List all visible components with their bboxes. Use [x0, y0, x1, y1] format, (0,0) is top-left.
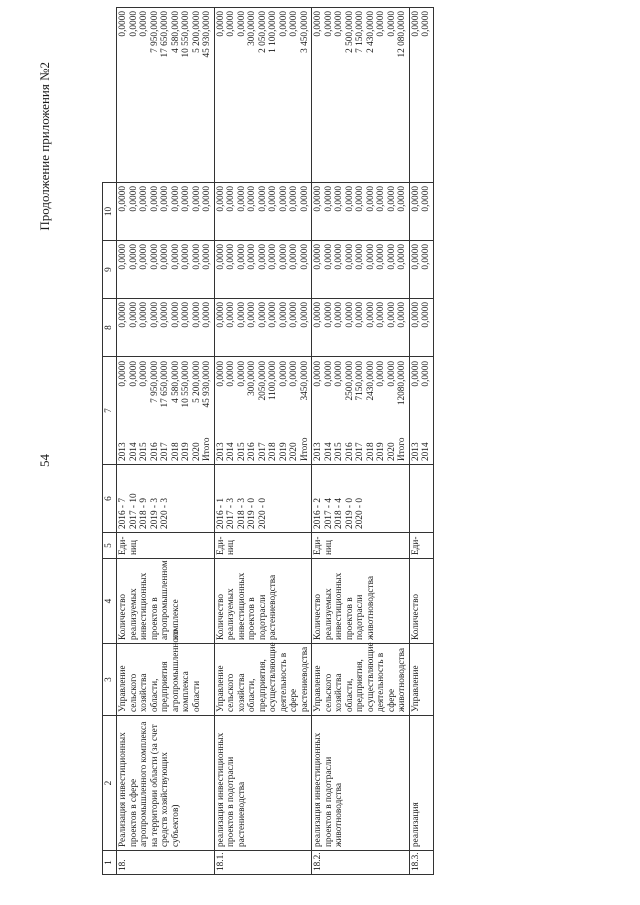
amount-value: 0,0000 — [365, 186, 376, 212]
amount-value: 0,0000 — [313, 186, 323, 212]
financing-line — [202, 360, 213, 461]
financing-line — [226, 360, 237, 461]
amount-value: 0,0000 — [397, 244, 407, 270]
financing-line — [387, 360, 398, 461]
financing-line — [216, 360, 227, 461]
financing-line — [129, 360, 140, 461]
financing-line — [171, 360, 182, 461]
indicator-name: Количество реализуемых инвестиционных проектов в подотрасли растениеводства — [214, 559, 312, 644]
amount-value: 300,0000 — [247, 361, 257, 396]
amount-column-c7 — [409, 299, 433, 357]
amount-value: 2050,0000 — [257, 361, 268, 401]
amount-value: 0,0000 — [247, 186, 257, 212]
amount-value: 7 150,0000 — [355, 11, 365, 53]
amount-value: 0,0000 — [170, 302, 181, 328]
responsible-executor: Управление сельского хозяйства области, предприятия, осуществляющие деятельность в сфере растениеводства — [214, 644, 312, 716]
year-label: 2019 — [376, 442, 386, 461]
column-header: 2 — [103, 716, 117, 851]
amount-value: 0,0000 — [386, 302, 397, 328]
amount-value: 0,0000 — [149, 244, 160, 270]
table-row — [117, 8, 215, 875]
amount-value: 0,0000 — [226, 11, 236, 37]
column-header: 4 — [103, 559, 117, 644]
amount-value: 0,0000 — [376, 361, 386, 387]
table-row — [312, 8, 410, 875]
financing-line — [411, 360, 422, 461]
amount-column-c8 — [117, 241, 215, 299]
amount-value: 0,0000 — [313, 244, 323, 270]
amount-value: 0,0000 — [236, 302, 247, 328]
indicator-name: Количество — [409, 559, 433, 644]
amount-column-c8 — [214, 241, 312, 299]
year-label: 2015 — [236, 442, 247, 461]
amount-value: 0,0000 — [202, 244, 212, 270]
amount-value: 0,0000 — [215, 302, 226, 328]
unit-of-measure: Еди-ниц — [214, 533, 312, 559]
amount-value: 0,0000 — [386, 361, 397, 387]
amount-value: 2 050,0000 — [257, 11, 268, 53]
amount-value: 0,0000 — [278, 244, 289, 270]
amount-value: 0,0000 — [118, 186, 128, 212]
financing-total-cell — [117, 357, 215, 465]
amount-value: 0,0000 — [376, 244, 386, 270]
financing-line — [289, 360, 300, 461]
year-label: 2014 — [421, 442, 431, 461]
amount-column-c9 — [214, 183, 312, 241]
amount-column-c9 — [117, 183, 215, 241]
amount-value: 0,0000 — [215, 361, 226, 387]
amount-value: 0,0000 — [149, 186, 160, 212]
amount-value: 0,0000 — [268, 186, 278, 212]
financing-total-cell — [214, 357, 312, 465]
amount-value: 0,0000 — [323, 186, 334, 212]
amount-column-c10 — [312, 8, 410, 183]
column-header: 8 — [103, 299, 117, 357]
amount-value: 0,0000 — [118, 361, 128, 387]
measure-name: реализация — [409, 716, 433, 851]
running-head: Продолжение приложения №2 — [37, 62, 52, 231]
year-label: 2017 — [355, 442, 365, 461]
financing-line — [345, 360, 356, 461]
financing-line — [300, 360, 311, 461]
amount-value: 0,0000 — [289, 302, 299, 328]
year-label: 2018 — [268, 442, 278, 461]
financing-line — [421, 360, 432, 461]
financing-line — [247, 360, 258, 461]
year-label: 2016 — [149, 442, 160, 461]
amount-value: 0,0000 — [299, 244, 310, 270]
year-label: 2015 — [334, 442, 344, 461]
amount-value: 0,0000 — [149, 302, 160, 328]
indicator-values-by-year: 2016 - 2 2017 - 4 2018 - 4 2019 - 0 2020 - 0 — [312, 465, 410, 533]
amount-value: 0,0000 — [128, 244, 139, 270]
measure-name: реализация инвестиционных проектов в подотрасли животноводства — [312, 716, 410, 851]
year-label: 2014 — [323, 442, 334, 461]
amount-value: 0,0000 — [160, 186, 170, 212]
year-label: 2019 — [181, 442, 191, 461]
year-label: 2014 — [128, 442, 139, 461]
amount-column-c8 — [409, 241, 433, 299]
year-label: 2020 — [289, 442, 299, 461]
amount-value: 0,0000 — [215, 244, 226, 270]
amount-value: 0,0000 — [128, 361, 139, 387]
amount-value: 3450,0000 — [299, 361, 310, 401]
table-row — [214, 8, 312, 875]
amount-value: 0,0000 — [268, 302, 278, 328]
year-label: 2020 — [386, 442, 397, 461]
amount-value: 0,0000 — [355, 244, 365, 270]
year-label: 2014 — [226, 442, 236, 461]
row-number: 18.2. — [312, 851, 410, 875]
amount-value: 0,0000 — [170, 186, 181, 212]
year-label: 2018 — [170, 442, 181, 461]
amount-value: 0,0000 — [386, 11, 397, 37]
table-row — [409, 8, 433, 875]
measure-name: Реализация инвестиционных проектов в сфере агропромышленного комплекса на территории области (за счет средств хозяйствующих субъектов) — [117, 716, 215, 851]
amount-value: 5 200,0000 — [191, 361, 202, 403]
responsible-executor: Управление сельского хозяйства области, предприятия, осуществляющие деятельность в сфере животноводства — [312, 644, 410, 716]
indicator-values-by-year: 2016 - 1 2017 - 3 2018 - 3 2019 - 0 2020 - 0 — [214, 465, 312, 533]
year-label: Итого — [397, 437, 407, 461]
year-label: 2020 — [191, 442, 202, 461]
amount-value: 0,0000 — [410, 302, 421, 328]
amount-value: 0,0000 — [181, 302, 191, 328]
amount-value: 0,0000 — [160, 244, 170, 270]
amount-value: 7 950,0000 — [149, 11, 160, 53]
unit-of-measure: Еди- — [409, 533, 433, 559]
amount-value: 0,0000 — [191, 244, 202, 270]
amount-value: 0,0000 — [299, 302, 310, 328]
amount-value: 0,0000 — [355, 302, 365, 328]
amount-value: 12080,0000 — [397, 361, 407, 406]
amount-value: 0,0000 — [128, 11, 139, 37]
column-header: 7 — [103, 357, 117, 465]
amount-value: 0,0000 — [181, 186, 191, 212]
amount-value: 0,0000 — [247, 302, 257, 328]
amount-value: 0,0000 — [139, 302, 149, 328]
financing-line — [139, 360, 150, 461]
amount-value: 0,0000 — [323, 302, 334, 328]
amount-column-c9 — [312, 183, 410, 241]
row-number: 18. — [117, 851, 215, 875]
amount-value: 3 450,0000 — [299, 11, 310, 53]
financing-line — [150, 360, 161, 461]
amount-value: 0,0000 — [323, 361, 334, 387]
indicator-values-by-year — [409, 465, 433, 533]
financing-line — [366, 360, 377, 461]
amount-value: 0,0000 — [410, 361, 421, 387]
financing-line — [268, 360, 279, 461]
amount-value: 17 650,0000 — [160, 11, 170, 58]
amount-value: 0,0000 — [334, 11, 344, 37]
indicator-name: Количество реализуемых инвестиционных проектов в подотрасли животноводства — [312, 559, 410, 644]
amount-value: 2430,0000 — [365, 361, 376, 401]
amount-value: 0,0000 — [313, 302, 323, 328]
financing-line — [313, 360, 324, 461]
amount-value: 0,0000 — [268, 244, 278, 270]
amount-value: 0,0000 — [397, 302, 407, 328]
amount-column-c7 — [214, 299, 312, 357]
amount-value: 1 100,0000 — [268, 11, 278, 53]
amount-value: 0,0000 — [289, 361, 299, 387]
year-label: 2013 — [410, 442, 421, 461]
amount-value: 0,0000 — [226, 186, 236, 212]
amount-value: 17 650,0000 — [160, 361, 170, 408]
column-header: 9 — [103, 241, 117, 299]
amount-value: 0,0000 — [139, 11, 149, 37]
amount-value: 7150,0000 — [355, 361, 365, 401]
column-header: 10 — [103, 183, 117, 241]
amount-value: 0,0000 — [236, 244, 247, 270]
year-label: Итого — [202, 437, 212, 461]
amount-value: 0,0000 — [397, 186, 407, 212]
amount-value: 0,0000 — [128, 186, 139, 212]
amount-value: 0,0000 — [344, 186, 355, 212]
amount-value: 0,0000 — [226, 302, 236, 328]
financing-total-cell — [409, 357, 433, 465]
financing-line — [334, 360, 345, 461]
row-number: 18.3. — [409, 851, 433, 875]
amount-value: 12 080,0000 — [397, 11, 407, 58]
amount-value: 0,0000 — [421, 11, 431, 37]
amount-value: 4 580,0000 — [170, 11, 181, 53]
amount-value: 0,0000 — [410, 186, 421, 212]
column-header: 3 — [103, 644, 117, 716]
amount-value: 0,0000 — [355, 186, 365, 212]
financing-line — [192, 360, 203, 461]
amount-value: 0,0000 — [215, 11, 226, 37]
unit-of-measure: Еди-ниц — [117, 533, 215, 559]
year-label: 2013 — [215, 442, 226, 461]
amount-value: 0,0000 — [313, 11, 323, 37]
amount-value: 0,0000 — [236, 186, 247, 212]
amount-value: 300,0000 — [247, 11, 257, 46]
responsible-executor: Управление сельского хозяйства области, предприятия агропромышленного комплекса области — [117, 644, 215, 716]
amount-value: 0,0000 — [118, 244, 128, 270]
amount-value: 0,0000 — [313, 361, 323, 387]
amount-value: 0,0000 — [334, 302, 344, 328]
financing-line — [279, 360, 290, 461]
amount-value: 0,0000 — [278, 11, 289, 37]
amount-value: 0,0000 — [118, 11, 128, 37]
amount-value: 0,0000 — [376, 186, 386, 212]
year-label: 2013 — [118, 442, 128, 461]
financing-line — [118, 360, 129, 461]
column-header: 1 — [103, 851, 117, 875]
amount-value: 0,0000 — [410, 244, 421, 270]
financing-line — [376, 360, 387, 461]
amount-value: 0,0000 — [191, 302, 202, 328]
amount-value: 0,0000 — [289, 11, 299, 37]
amount-value: 0,0000 — [181, 244, 191, 270]
responsible-executor: Управление — [409, 644, 433, 716]
amount-value: 0,0000 — [323, 11, 334, 37]
amount-value: 0,0000 — [202, 302, 212, 328]
indicator-values-by-year: 2016 - 7 2017 - 10 2018 - 9 2019 - 3 2020 - 3 — [117, 465, 215, 533]
amount-value: 0,0000 — [139, 361, 149, 387]
amount-value: 4 580,0000 — [170, 361, 181, 403]
year-label: 2018 — [365, 442, 376, 461]
financing-line — [324, 360, 335, 461]
amount-value: 0,0000 — [376, 302, 386, 328]
amount-column-c7 — [312, 299, 410, 357]
amount-value: 1100,0000 — [268, 361, 278, 401]
amount-value: 0,0000 — [386, 186, 397, 212]
page-number: 54 — [37, 454, 52, 467]
column-header: 5 — [103, 533, 117, 559]
amount-value: 0,0000 — [226, 244, 236, 270]
financing-line — [237, 360, 248, 461]
amount-value: 0,0000 — [299, 186, 310, 212]
amount-value: 0,0000 — [226, 361, 236, 387]
amount-value: 2 500,0000 — [344, 11, 355, 53]
amount-value: 0,0000 — [170, 244, 181, 270]
amount-value: 45 930,0000 — [202, 11, 212, 58]
amount-value: 0,0000 — [334, 244, 344, 270]
amount-column-c10 — [214, 8, 312, 183]
amount-column-c10 — [117, 8, 215, 183]
amount-column-c10 — [409, 8, 433, 183]
amount-value: 5 200,0000 — [191, 11, 202, 53]
amount-value: 0,0000 — [344, 244, 355, 270]
amount-value: 10 550,0000 — [181, 11, 191, 58]
amount-value: 0,0000 — [334, 186, 344, 212]
amount-value: 2500,0000 — [344, 361, 355, 401]
financing-line — [160, 360, 171, 461]
row-number: 18.1. — [214, 851, 312, 875]
amount-value: 7 950,0000 — [149, 361, 160, 403]
year-label: 2016 — [344, 442, 355, 461]
amount-value: 0,0000 — [139, 186, 149, 212]
amount-value: 0,0000 — [344, 302, 355, 328]
amount-value: 0,0000 — [289, 186, 299, 212]
program-table — [102, 7, 434, 875]
amount-value: 0,0000 — [191, 186, 202, 212]
amount-value: 0,0000 — [118, 302, 128, 328]
unit-of-measure: Еди-ниц — [312, 533, 410, 559]
amount-value: 0,0000 — [215, 186, 226, 212]
financing-line — [181, 360, 192, 461]
amount-value: 0,0000 — [278, 186, 289, 212]
indicator-name: Количество реализуемых инвестиционных проектов в агропромышленном комплексе — [117, 559, 215, 644]
year-label: Итого — [299, 437, 310, 461]
amount-value: 0,0000 — [386, 244, 397, 270]
amount-value: 0,0000 — [257, 244, 268, 270]
financing-line — [397, 360, 408, 461]
amount-value: 0,0000 — [139, 244, 149, 270]
amount-value: 0,0000 — [128, 302, 139, 328]
amount-value: 0,0000 — [421, 244, 431, 270]
amount-value: 0,0000 — [365, 244, 376, 270]
amount-value: 0,0000 — [278, 302, 289, 328]
amount-value: 0,0000 — [289, 244, 299, 270]
column-header: 6 — [103, 465, 117, 533]
header-row — [103, 8, 117, 875]
year-label: 2016 — [247, 442, 257, 461]
amount-value: 2 430,0000 — [365, 11, 376, 53]
year-label: 2019 — [278, 442, 289, 461]
amount-value: 0,0000 — [365, 302, 376, 328]
amount-value: 0,0000 — [247, 244, 257, 270]
amount-value: 0,0000 — [257, 186, 268, 212]
amount-column-c9 — [409, 183, 433, 241]
amount-value: 10 550,0000 — [181, 361, 191, 408]
year-label: 2013 — [313, 442, 323, 461]
amount-value: 0,0000 — [421, 302, 431, 328]
amount-value: 0,0000 — [376, 11, 386, 37]
amount-value: 0,0000 — [257, 302, 268, 328]
amount-column-c8 — [312, 241, 410, 299]
table-body — [117, 8, 434, 875]
financing-line — [258, 360, 269, 461]
financing-line — [355, 360, 366, 461]
year-label: 2015 — [139, 442, 149, 461]
amount-value: 0,0000 — [236, 361, 247, 387]
amount-value: 0,0000 — [323, 244, 334, 270]
amount-value: 45 930,0000 — [202, 361, 212, 408]
measure-name: реализация инвестиционных проектов в подотрасли растениеводства — [214, 716, 312, 851]
amount-value: 0,0000 — [202, 186, 212, 212]
amount-value: 0,0000 — [278, 361, 289, 387]
year-label: 2017 — [160, 442, 170, 461]
amount-value: 0,0000 — [421, 361, 431, 387]
amount-value: 0,0000 — [334, 361, 344, 387]
amount-value: 0,0000 — [410, 11, 421, 37]
financing-total-cell — [312, 357, 410, 465]
amount-value: 0,0000 — [236, 11, 247, 37]
amount-value: 0,0000 — [160, 302, 170, 328]
amount-column-c7 — [117, 299, 215, 357]
amount-value: 0,0000 — [421, 186, 431, 212]
year-label: 2017 — [257, 442, 268, 461]
